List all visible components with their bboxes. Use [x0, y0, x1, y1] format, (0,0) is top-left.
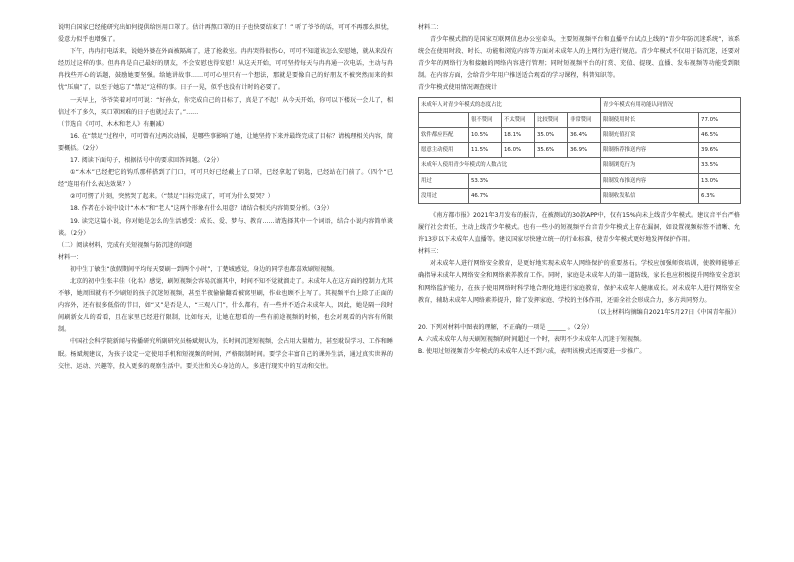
question-18: 18. 作者在小说中设计“木木”和“老人”这两个形象有什么用意？请结合相关内容简要分析。（3分） [70, 205, 333, 213]
right-column [418, 22, 740, 358]
table-row [419, 188, 741, 203]
table-col-header: 很不赞同 [469, 112, 502, 127]
feature-name: 限制指荐推送内容 [601, 143, 699, 158]
feature-value: 39.6% [699, 143, 741, 158]
material-2-text: 青少年模式指的是国家互联网信息办公室牵头，主要短视频平台和直播平台试点上线的“青少年防沉迷系统”，该系统会在使用时段、时长、功能和浏览内容等方面对未成年人的上网行为进行规范。青少年模式不仅用于防沉迷，还要对青少年的网络行为和接触的网络内容进行管理；同时短视频平台的打赏、充值、提现、直播、发布视频等功能受到限制。在内容方面，会给青少年用户推送适合观看的学习课程，科普知识等。 [418, 36, 740, 80]
table-row [419, 173, 741, 188]
feature-value: 77.0% [699, 112, 741, 127]
table-cell: 46.7% [469, 188, 601, 203]
paragraph: 说明白国家已经能研究出如何提供给医用口罩了。估计再熬口罩的日子也快要结束了！” 听了爷爷的话，可可不再那么担忧，爱意力似乎也增强了。 [58, 24, 393, 44]
row-label: 软件都应匹配 [419, 127, 469, 142]
row-label: 愿意主动使用 [419, 143, 469, 158]
attitude-header: 未成年人对青少年模式的态度占比 [419, 97, 601, 112]
table-cell: 16.0% [502, 143, 535, 158]
table-cell: 53.3% [469, 173, 601, 188]
table-row [419, 97, 741, 112]
table-cell: 11.5% [469, 143, 502, 158]
paragraph: 中国社会科学院新闻与传播研究所副研究员杨斌规认为，长时间沉迷短视频，会占用大量精力，甚至耽误学习、工作和睡眠。杨斌规建议，为孩子设定一定使用手机和短视频的时间，严格限制时间。要学会丰富自己的课外生活，通过真实世界的交往、运动、兴趣等，投入更多的观察生活中。要关注和关心身边的人，多进行现实中的互动和交往。 [58, 338, 393, 370]
table-caption: 青少年模式使用情况调查统计 [418, 84, 498, 92]
feature-value: 33.5% [699, 158, 741, 173]
table-cell: 35.6% [535, 143, 568, 158]
table-cell: 36.4% [568, 127, 601, 142]
left-column [58, 22, 393, 373]
paragraph: 下午，冉冉打电话来，说她外婆在外面被隔离了，进了抢救室。冉冉哭得很伤心，可可不知道该怎么安慰她，就从来没有经历过这样的事。但冉冉是自己最好的朋友，不会安慰也得安慰！从这天开始，可可坚持每天与冉冉通一次电话，主动与冉冉找些开心的话题，鼓励她要坚强。给她讲故事……可可心里只有一个想法，那就是要像自己的好朋友不被突然而来的担忧“压扁”了，以至于她忘了“禁足”这样的事。日子一晃，似乎也没有计时的必要了。 [58, 48, 393, 92]
feature-name: 限制浏览行为 [601, 158, 699, 173]
table-cell [419, 112, 469, 127]
feature-name: 限制收发私信 [601, 188, 699, 203]
table-cell: 35.0% [535, 127, 568, 142]
table-col-header: 比较赞同 [535, 112, 568, 127]
material-3-label: 材料三： [418, 248, 443, 256]
question-17-1: ①“木木”已经把它的钩爪那样搭到了门口，可可只好已经戴上了口罩，已经拿起了钥匙，已经站在门前了。（四个“已经”连用有什么表达效果？） [58, 169, 393, 189]
feature-name: 限制充值打赏 [601, 127, 699, 142]
table-col-header: 非常赞同 [568, 112, 601, 127]
table-note: 《南方都市报》2021年3月发布的报告，在被测试的30款APP中，仅有15%向未上线青少年模式。建议音平台严格履行社会责任，主动上线青少年模式。也有一些小的短视频平台音青少年模式上存在漏洞，如设置视频标签不清晰、允许13岁以下未成年人直播等。建议国家尽快建立统一的行业标准，使青少年模式更好地发挥保护作用。 [418, 211, 740, 244]
material-3-text: 对未成年人进行网络安全教育，是更好地实现未成年人网络保护的重要基石。学校应加强师资培训，使教师能够正确指导未成年人网络安全和网络素养教育工作。同时，家庭是未成年人的第一道防线，家长也应积极提升网络安全意识和网络监护能力，在孩子使用网络时科学地合理化地进行家庭教育，保护未成年人健康成长。对未成年人进行网络安全教育，辅助未成年人网络素养提升，除了发挥家庭、学校的主体作用，还需全社会形成合力，多方共同努力。 [418, 260, 740, 304]
feature-value: 46.5% [699, 127, 741, 142]
table-col-header: 不太赞同 [502, 112, 535, 127]
usage-header: 未成年人使用青少年模式的人数占比 [419, 158, 601, 173]
option-b: B. 使用过短视频青少年模式的未成年人还不到六成，表明该模式还需要进一步推广。 [418, 348, 646, 356]
table-cell: 18.1% [502, 127, 535, 142]
question-17: 17. 阅读下面句子，根据括号中的要求回答问题。（2分） [70, 157, 223, 165]
excerpt-source: （节选自《可可、木木和老人》有删减） [58, 120, 168, 128]
row-label: 用过 [419, 173, 469, 188]
table-cell: 10.5% [469, 127, 502, 142]
material-2-label: 材料二： [418, 24, 443, 31]
row-label: 没用过 [419, 188, 469, 203]
question-16: 16. 在“禁足”过程中，可可曾有过两次动摇，是哪些事影响了她，让她坚持下来并最终完成了目标？请梳理相关内容，简要概括。（2分） [58, 132, 393, 152]
material-1-label: 材料一： [58, 253, 83, 261]
table-row [419, 158, 741, 173]
section-heading: （二）阅读材料，完成有关短视频与防沉迷的问题 [58, 241, 193, 249]
paragraph: 一天早上，爷爷笑着对可可说：“好孙女，你完成自己的目标了，真是了不起！从今天开始，你可以下楼玩一会儿了，相信过不了多久，买口罩困难的日子也就过去了。”…… [58, 96, 393, 116]
source-note: （以上材料均摘编自2021年5月27日《中国青年报》） [594, 308, 740, 316]
table-row [419, 127, 741, 142]
survey-table [418, 97, 741, 204]
question-20: 20. 下列对材料中图表的理解，不正确的一项是 ______ 。（2分） [418, 323, 593, 331]
feature-value: 6.3% [699, 188, 741, 203]
paragraph: 北京的初中生张丰佳（化名）感觉，刷短视频会容易沉溺其中，时间不知不觉就溜走了。未成年人在这方面的控制力尤其不够，她周围就有不少刷短的孩子沉迷短视频，甚至半夜偷偷翻看被窝里刷，作业也顾不上写了。其视频平台上除了正面的内容外，还有很多低俗的节目，如“又”是否是人，“三观八门”，什么都有，有一些并不适合未成年人，因此，她是隔一段时间刷新女儿的看看，且在家里已经进行限制，比如每天，让她在想看的一些有前途视频的时候，也会对观看的内容有所限制。 [58, 277, 393, 334]
table-row [419, 112, 741, 127]
paragraph: 初中生丁敏生“放假期间平均每天要刷一到两个小时”，丁楚城感觉，身边的同学也都喜欢刷短视频。 [70, 265, 339, 273]
feature-value: 13.0% [699, 173, 741, 188]
feature-header: 青少年模式有用功能认同情况 [601, 97, 741, 112]
feature-name: 限制使用时长 [601, 112, 699, 127]
option-a: A. 六成未成年人每天刷短视频的时间超过一个时，表明不少未成年人沉迷于短视频。 [418, 335, 646, 343]
question-17-2: ②可可愣了片刻，突然哭了起来。（“禁足”目标完成了，可可为什么要哭？） [70, 193, 274, 201]
feature-name: 限制发布推送内容 [601, 173, 699, 188]
table-row [419, 143, 741, 158]
question-19: 19. 读完这篇小说，你对她是怎么的生活感受：成长、爱、梦与、教育……请选择其中一个词语，结合小说内容简单谈谈。（2分） [58, 217, 393, 237]
table-cell: 36.9% [568, 143, 601, 158]
